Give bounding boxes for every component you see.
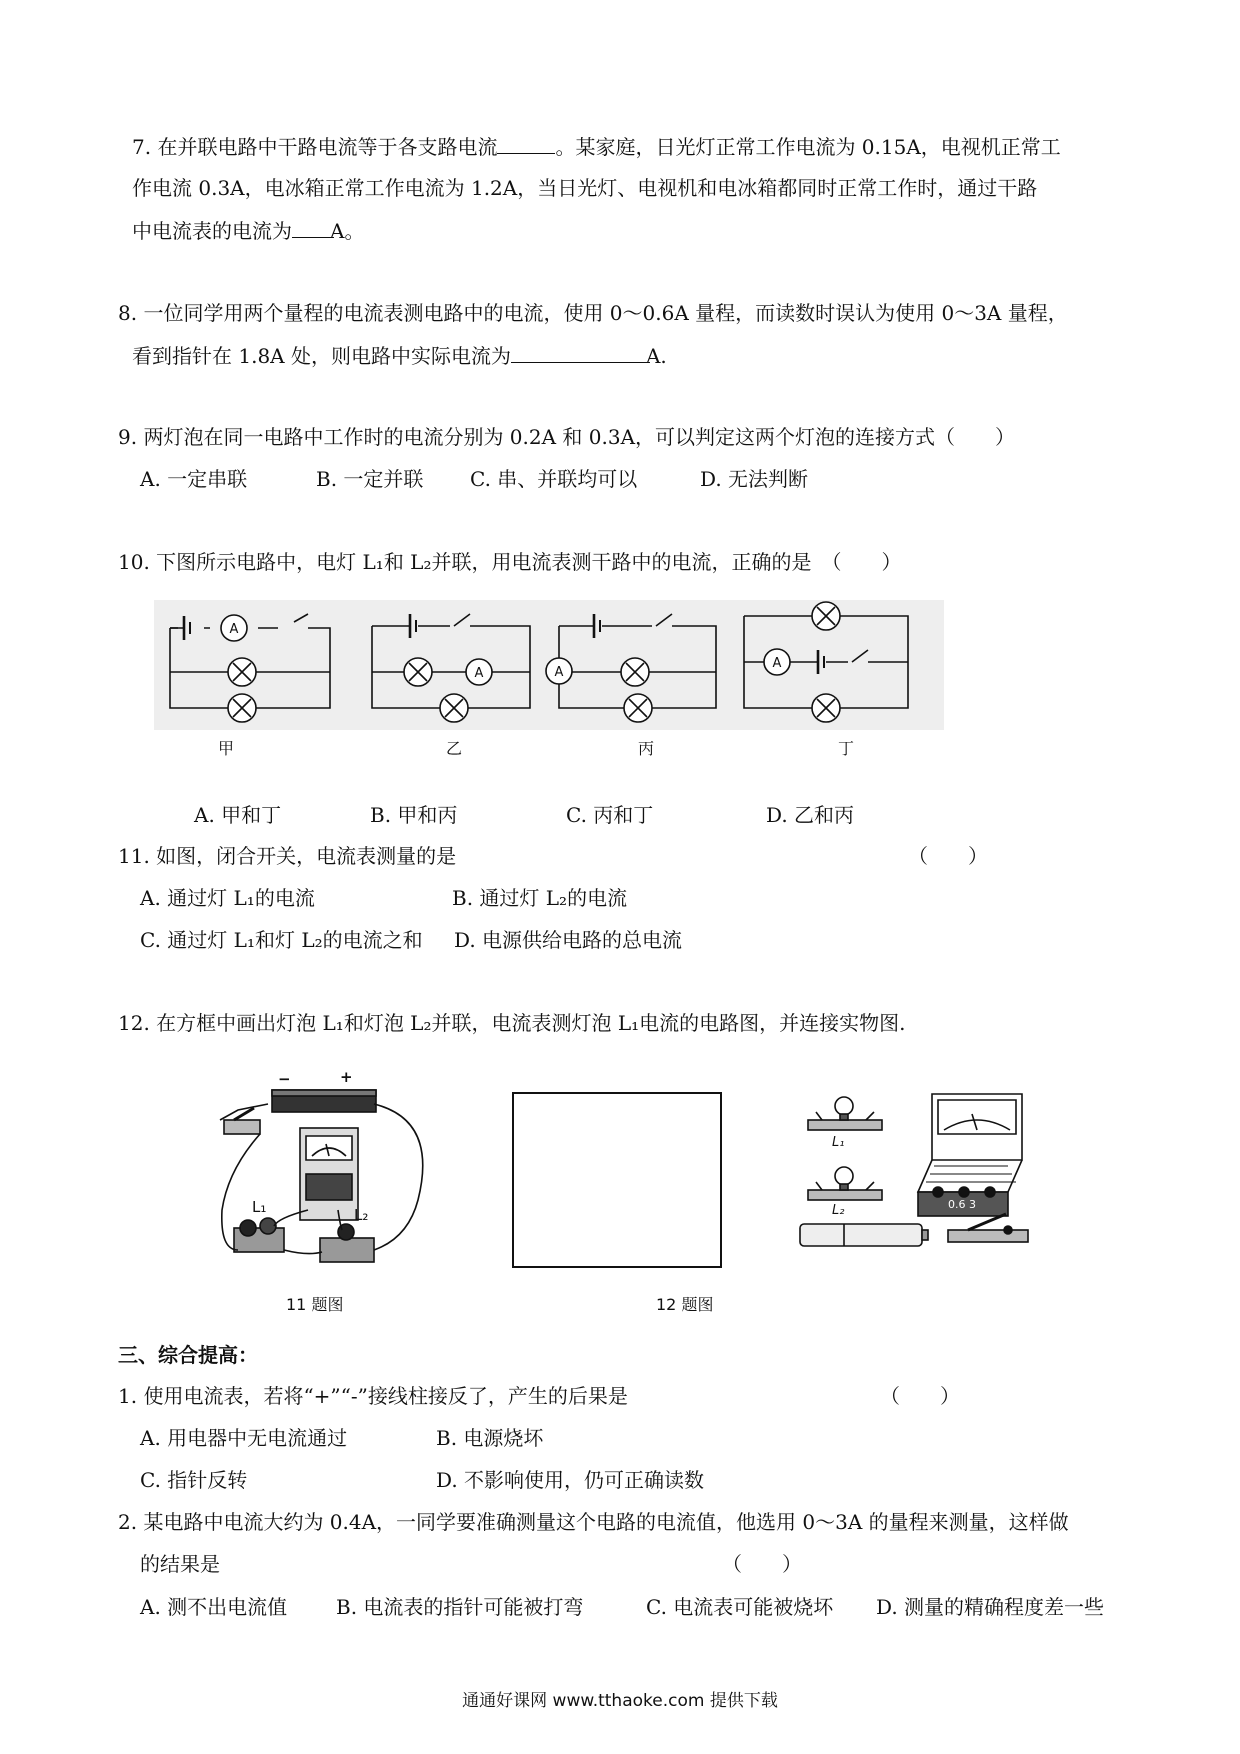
q11-option-b[interactable]: B. 通过灯 L₂的电流 [452, 886, 628, 910]
s3-q2-line-1: 2. 某电路中电流大约为 0.4A，一同学要准确测量这个电路的电流值，他选用 0～3A 的量程来测量，这样做 [118, 1510, 1069, 1534]
s3-q2-option-c[interactable]: C. 电流表可能被烧坏 [646, 1595, 834, 1619]
ammeter-label-yi: A [474, 666, 484, 681]
q9-option-a[interactable]: A. 一定串联 [140, 467, 248, 491]
answer-blank[interactable] [497, 133, 555, 154]
q10-option-c[interactable]: C. 丙和丁 [566, 803, 654, 827]
s3-q2-bracket[interactable]: （ ） [722, 1552, 802, 1576]
q10-option-b[interactable]: B. 甲和丙 [370, 803, 458, 827]
q10-option-d[interactable]: D. 乙和丙 [766, 803, 855, 827]
q9-option-d[interactable]: D. 无法判断 [700, 467, 809, 491]
ammeter-label-ding: A [772, 656, 782, 671]
switch-icon [948, 1214, 1028, 1242]
q9-stem: 9. 两灯泡在同一电路中工作时的电流分别为 0.2A 和 0.3A，可以判定这两个灯泡的连接方式（ ） [118, 425, 1016, 449]
s3-q1-stem: 1. 使用电流表，若将“+”“-”接线柱接反了，产生的后果是 [118, 1384, 628, 1408]
q7-line-3: 中电流表的电流为 A。 [132, 219, 365, 243]
battery-icon [800, 1224, 928, 1246]
circuit-label-ding: 丁 [837, 739, 855, 758]
page-footer: 通通好课网 www.tthaoke.com 提供下载 [462, 1691, 778, 1711]
q11-option-d[interactable]: D. 电源供给电路的总电流 [454, 928, 683, 952]
battery-minus-label: − [278, 1070, 291, 1088]
fig11-l2-label: L₂ [354, 1206, 369, 1224]
q11-bracket[interactable]: （ ） [908, 844, 988, 868]
q9-option-b[interactable]: B. 一定并联 [316, 467, 424, 491]
q12-stem: 12. 在方框中画出灯泡 L₁和灯泡 L₂并联，电流表测灯泡 L₁电流的电路图，并连接实物图. [118, 1011, 906, 1035]
figure-11-caption: 11 题图 [286, 1295, 344, 1314]
q10-option-a[interactable]: A. 甲和丁 [194, 803, 282, 827]
answer-blank[interactable] [511, 342, 646, 363]
s3-q1-option-d[interactable]: D. 不影响使用，仍可正确读数 [436, 1468, 705, 1492]
q9-option-c[interactable]: C. 串、并联均可以 [470, 467, 638, 491]
s3-q1-option-c[interactable]: C. 指针反转 [140, 1468, 248, 1492]
figure-12-caption: 12 题图 [656, 1295, 714, 1314]
q11-option-c[interactable]: C. 通过灯 L₁和灯 L₂的电流之和 [140, 928, 423, 952]
s3-q1-option-b[interactable]: B. 电源烧坏 [436, 1426, 544, 1450]
bulb-l1-icon [808, 1097, 882, 1130]
q7-line-1: 7. 在并联电路中干路电流等于各支路电流 。某家庭，日光灯正常工作电流为 0.15A，电视机正常工 [132, 135, 1061, 159]
ammeter-scale-label: 0.6 3 [948, 1198, 976, 1211]
q10-stem: 10. 下图所示电路中，电灯 L₁和 L₂并联，用电流表测干路中的电流，正确的是 （ ） [118, 550, 902, 574]
fig12-l2-label: L₂ [832, 1203, 845, 1218]
q7-line-2: 作电流 0.3A，电冰箱正常工作电流为 1.2A，当日光灯、电视机和电冰箱都同时正常工作时，通过干路 [132, 176, 1038, 200]
q10-circuit-diagrams [154, 600, 944, 758]
s3-q1-bracket[interactable]: （ ） [880, 1384, 960, 1408]
s3-q2-option-d[interactable]: D. 测量的精确程度差一些 [876, 1595, 1105, 1619]
s3-q2-option-a[interactable]: A. 测不出电流值 [140, 1595, 288, 1619]
answer-blank[interactable] [292, 217, 330, 238]
figure-12-components [798, 1090, 1034, 1276]
circuit-label-bing: 丙 [637, 739, 655, 758]
bulb-l2-icon [808, 1167, 882, 1200]
ammeter-label-jia: A [229, 622, 239, 637]
fig11-l1-label: L₁ [252, 1198, 267, 1216]
q8-line-2: 看到指针在 1.8A 处，则电路中实际电流为 A. [132, 344, 667, 368]
fig12-l1-label: L₁ [832, 1135, 845, 1150]
q11-stem: 11. 如图，闭合开关，电流表测量的是 [118, 844, 457, 868]
circuit-drawing-box[interactable] [512, 1092, 722, 1268]
figure-11-physical-circuit [218, 1060, 444, 1296]
s3-q2-line-2: 的结果是 [140, 1552, 220, 1576]
section-3-heading: 三、综合提高： [118, 1343, 258, 1367]
ammeter-label-bing: A [554, 665, 564, 680]
s3-q1-option-a[interactable]: A. 用电器中无电流通过 [140, 1426, 348, 1450]
battery-plus-label: + [340, 1068, 353, 1086]
q11-option-a[interactable]: A. 通过灯 L₁的电流 [140, 886, 315, 910]
circuit-label-jia: 甲 [217, 739, 235, 758]
q8-line-1: 8. 一位同学用两个量程的电流表测电路中的电流，使用 0～0.6A 量程，而读数时误认为使用 0～3A 量程， [118, 301, 1068, 325]
circuit-label-yi: 乙 [445, 739, 463, 758]
s3-q2-option-b[interactable]: B. 电流表的指针可能被打弯 [336, 1595, 584, 1619]
